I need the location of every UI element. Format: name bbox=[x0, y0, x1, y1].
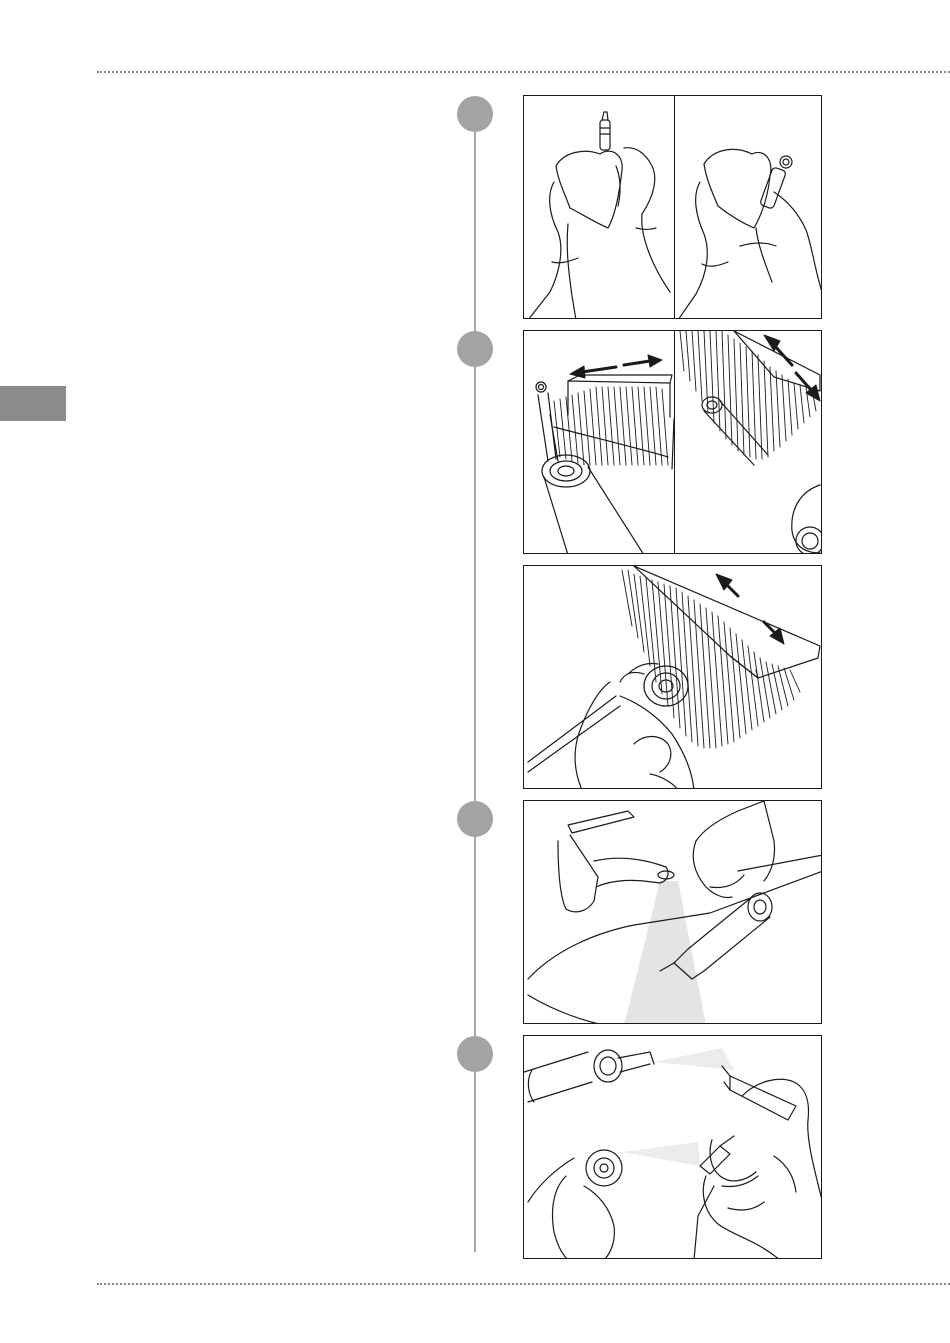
illustration-brush-handpiece-face bbox=[523, 565, 822, 789]
bottom-dotted-rule bbox=[97, 1283, 950, 1285]
double-arrow-icon bbox=[764, 335, 820, 401]
double-arrow-icon bbox=[716, 574, 784, 644]
air-syringe-icon bbox=[694, 1066, 796, 1259]
handpiece-icon bbox=[760, 156, 792, 209]
steps-timeline bbox=[474, 114, 476, 1252]
top-dotted-rule bbox=[97, 71, 950, 73]
illustration-air-dry-with-spray bbox=[523, 1035, 822, 1259]
illustration-wipe-handpiece bbox=[523, 95, 822, 319]
spray-mist-bottom bbox=[622, 1142, 700, 1166]
brush-icon bbox=[622, 566, 820, 748]
handpiece-icon bbox=[524, 1050, 654, 1102]
illustration-brush-handpiece-head bbox=[523, 330, 822, 554]
water-stream bbox=[624, 881, 706, 1024]
step-3-marker bbox=[457, 801, 493, 837]
cloth-icon bbox=[556, 151, 622, 228]
chapter-tab-marker bbox=[0, 386, 66, 421]
brush-icon bbox=[680, 331, 820, 459]
cloth-icon bbox=[704, 149, 771, 228]
step-4-marker bbox=[457, 1036, 493, 1072]
handpiece-shaft bbox=[528, 696, 620, 772]
panel-divider bbox=[674, 96, 675, 318]
handpiece-icon bbox=[528, 1150, 622, 1202]
handpiece-icon bbox=[600, 112, 610, 150]
step-1-marker bbox=[457, 96, 493, 132]
illustration-rinse-under-tap bbox=[523, 800, 822, 1024]
handpiece-icon bbox=[702, 397, 768, 465]
panel-divider bbox=[674, 331, 675, 553]
step-2-marker bbox=[457, 331, 493, 367]
